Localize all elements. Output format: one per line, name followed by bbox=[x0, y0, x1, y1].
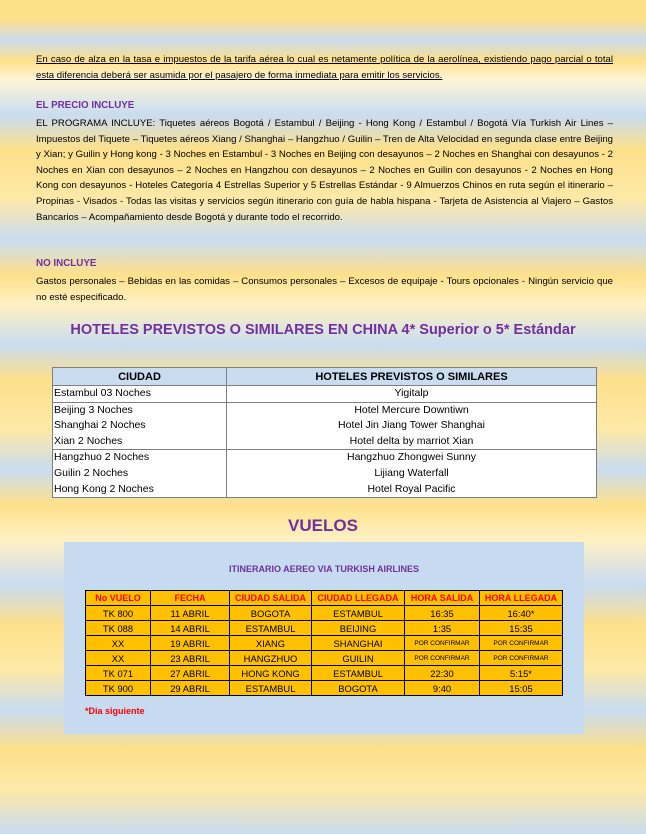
flight-number: TK 088 bbox=[86, 621, 151, 636]
flight-date: 23 ABRIL bbox=[151, 651, 230, 666]
departure-time: 22:30 bbox=[405, 666, 480, 681]
departure-city: ESTAMBUL bbox=[230, 681, 312, 696]
price-change-notice: En caso de alza en la tasa e impuestos de la tarifa aérea lo cual es netamente política de la aerolínea, existiendo pago parcial o total esta diferencia deberá ser asumida por el pasajero de forma inmediata para emitir los servicios. bbox=[36, 54, 613, 81]
includes-text: EL PROGRAMA INCLUYE: Tiquetes aéreos Bogotá / Estambul / Beijing - Hong Kong / Estambul / Bogotá Vía Turkish Air Lines – Impuestos del Tiquete – Tiquetes aéreos Xiang / Shanghai – Hangzhuo / Guilin – Tren de Alta Velocidad en segunda clase entre Beijing y Xian; y Guilin y Hong kong - 3 Noches en Estambul - 3 Noches en Beijing con desayunos – 2 Noches en Shanghai con desayunos - 2 Noches en Xian con desayunos – 2 Noches en Hangzhou con desayunos – 2 Noches en Guilin con desayunos - 2 Noches en Hong Kong con desayunos - Hoteles Categoría 4 Estrellas Superior y 5 Estrellas Estándar - 9 Almuerzos Chinos en ruta según el itinerario – Propinas - Visados - Todas las visitas y servicios según itinerario con guía de habla hispana - Tarjeta de Asistencia al Viajero – Gastos Bancarios – Acompañamiento desde Bogotá y durante todo el recorrido. bbox=[36, 118, 613, 223]
hotel-name: Hotel Royal Pacific bbox=[367, 482, 456, 495]
hotels-table bbox=[52, 367, 597, 498]
flight-row bbox=[86, 651, 563, 666]
header-departure-city: CIUDAD SALIDA bbox=[230, 591, 312, 606]
departure-time: POR CONFIRMAR bbox=[405, 636, 480, 651]
flight-itinerary-box bbox=[64, 542, 584, 734]
flight-date: 14 ABRIL bbox=[151, 621, 230, 636]
flight-itinerary-subtitle: ITINERARIO AEREO VIA TURKISH AIRLINES bbox=[228, 564, 419, 574]
arrival-city: GUILIN bbox=[312, 651, 405, 666]
arrival-city: ESTAMBUL bbox=[312, 666, 405, 681]
header-date: FECHA bbox=[151, 591, 230, 606]
arrival-city: ESTAMBUL bbox=[312, 606, 405, 621]
flight-number: TK 800 bbox=[86, 606, 151, 621]
flight-number: TK 900 bbox=[86, 681, 151, 696]
next-day-footnote: *Dia siguiente bbox=[85, 706, 145, 716]
includes-title: EL PRECIO INCLUYE bbox=[36, 100, 135, 111]
city-cell bbox=[53, 402, 227, 450]
city-name: Xian 2 Noches bbox=[54, 434, 123, 447]
hotel-name: Lijiang Waterfall bbox=[374, 466, 449, 479]
flights-table bbox=[85, 590, 563, 696]
hotels-header-row bbox=[53, 368, 597, 386]
header-arrival-time: HORA LLEGADA bbox=[480, 591, 563, 606]
arrival-time: POR CONFIRMAR bbox=[480, 651, 563, 666]
city-cell bbox=[53, 450, 227, 498]
departure-city: XIANG bbox=[230, 636, 312, 651]
hotel-name: Hangzhuo Zhongwei Sunny bbox=[346, 451, 476, 464]
hotel-name: Hotel Mercure Downtiwn bbox=[354, 403, 469, 416]
arrival-city: BOGOTA bbox=[312, 681, 405, 696]
departure-city: ESTAMBUL bbox=[230, 621, 312, 636]
departure-time: 1:35 bbox=[405, 621, 480, 636]
header-ciudad: CIUDAD bbox=[53, 368, 227, 386]
arrival-city: BEIJING bbox=[312, 621, 405, 636]
flight-row bbox=[86, 621, 563, 636]
arrival-time: 16:40* bbox=[480, 606, 563, 621]
flight-number: TK 071 bbox=[86, 666, 151, 681]
city-name: Hong Kong 2 Noches bbox=[54, 482, 154, 495]
hotels-heading: HOTELES PREVISTOS O SIMILARES EN CHINA 4* Superior o 5* Estándar bbox=[70, 322, 576, 338]
city-name: Guilin 2 Noches bbox=[54, 466, 129, 479]
hotel-group-row bbox=[53, 386, 597, 403]
departure-city: HANGZHUO bbox=[230, 651, 312, 666]
excludes-text: Gastos personales – Bebidas en las comidas – Consumos personales – Excesos de equipaje - Tours opcionales - Ningún servicio que no esté especificado. bbox=[36, 276, 613, 303]
flight-date: 11 ABRIL bbox=[151, 606, 230, 621]
arrival-time: 15:05 bbox=[480, 681, 563, 696]
flight-row bbox=[86, 666, 563, 681]
flight-date: 19 ABRIL bbox=[151, 636, 230, 651]
flight-date: 27 ABRIL bbox=[151, 666, 230, 681]
excludes-title: NO INCLUYE bbox=[36, 258, 97, 269]
city-name: Beijing 3 Noches bbox=[54, 403, 133, 416]
flight-row bbox=[86, 681, 563, 696]
city-name: Shanghai 2 Noches bbox=[54, 419, 146, 432]
city-cell bbox=[53, 386, 227, 403]
arrival-time: POR CONFIRMAR bbox=[480, 636, 563, 651]
hotel-cell bbox=[227, 386, 597, 403]
city-name: Hangzhuo 2 Noches bbox=[54, 451, 150, 464]
header-flight-number: No VUELO bbox=[86, 591, 151, 606]
flight-row bbox=[86, 606, 563, 621]
departure-time: 9:40 bbox=[405, 681, 480, 696]
header-arrival-city: CIUDAD LLEGADA bbox=[312, 591, 405, 606]
city-name: Estambul 03 Noches bbox=[54, 387, 151, 399]
flight-date: 29 ABRIL bbox=[151, 681, 230, 696]
hotel-group-row bbox=[53, 450, 597, 498]
arrival-time: 15:35 bbox=[480, 621, 563, 636]
flights-header-row bbox=[86, 591, 563, 606]
hotel-cell bbox=[227, 450, 597, 498]
flight-number: XX bbox=[86, 651, 151, 666]
hotel-cell bbox=[227, 402, 597, 450]
hotel-group-row bbox=[53, 402, 597, 450]
arrival-city: SHANGHAI bbox=[312, 636, 405, 651]
departure-time: POR CONFIRMAR bbox=[405, 651, 480, 666]
hotel-name: Hotel delta by marriot Xian bbox=[349, 434, 474, 447]
flights-heading: VUELOS bbox=[288, 516, 358, 535]
departure-city: BOGOTA bbox=[230, 606, 312, 621]
hotel-name: Yigitalp bbox=[394, 387, 429, 399]
header-hoteles: HOTELES PREVISTOS O SIMILARES bbox=[227, 368, 597, 386]
flight-number: XX bbox=[86, 636, 151, 651]
arrival-time: 5:15* bbox=[480, 666, 563, 681]
hotel-name: Hotel Jin Jiang Tower Shanghai bbox=[338, 419, 485, 432]
departure-time: 16:35 bbox=[405, 606, 480, 621]
header-departure-time: HORA SALIDA bbox=[405, 591, 480, 606]
flight-row bbox=[86, 636, 563, 651]
departure-city: HONG KONG bbox=[230, 666, 312, 681]
